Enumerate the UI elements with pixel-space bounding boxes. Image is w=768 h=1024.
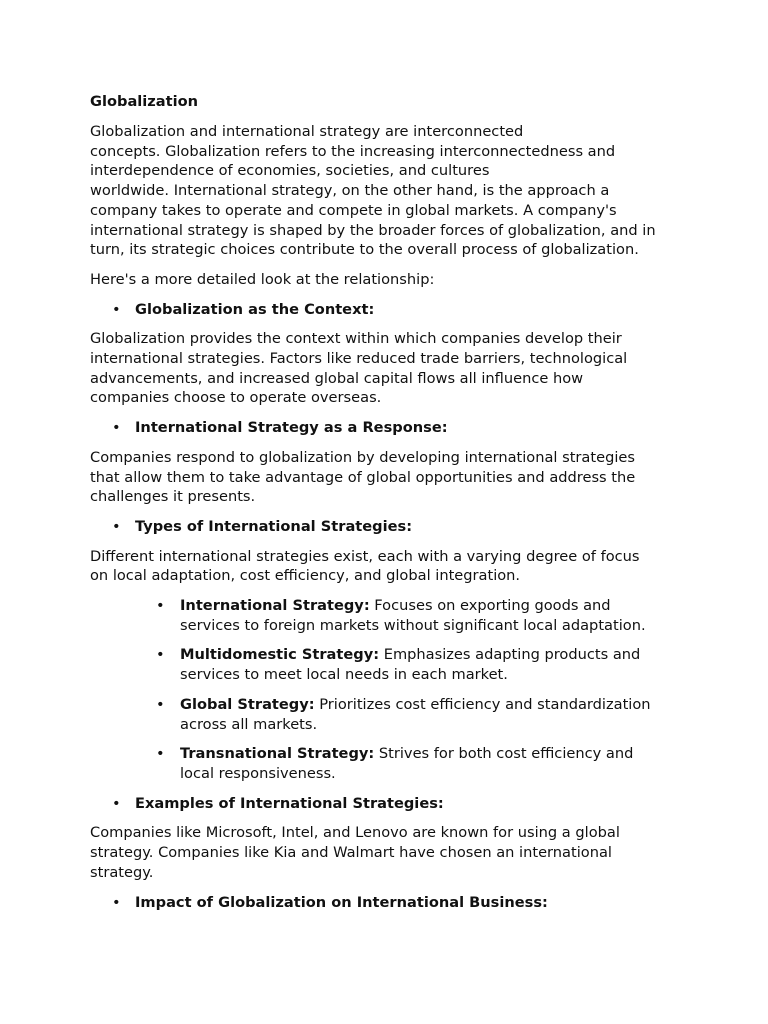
section-heading-types xyxy=(90,517,690,537)
intro-paragraph xyxy=(90,122,690,260)
paragraph-line: advancements, and increased global capital flows all influence how xyxy=(90,369,584,387)
section-heading-text: Globalization as the Context: xyxy=(135,300,375,318)
paragraph-line: Globalization and international strategy are interconnected xyxy=(90,123,524,140)
section-heading-impact xyxy=(90,893,690,913)
section-heading-text: Types of International Strategies: xyxy=(135,517,413,535)
bullet-icon: • xyxy=(112,300,121,318)
strategy-item-transnational xyxy=(90,744,690,783)
paragraph-line: company takes to operate and compete in global markets. A company's xyxy=(90,201,617,219)
section-paragraph-types xyxy=(90,547,690,586)
bullet-icon: • xyxy=(156,695,165,713)
paragraph-line: companies choose to operate overseas. xyxy=(90,389,382,407)
paragraph-line: worldwide. International strategy, on the other hand, is the approach a xyxy=(90,182,610,200)
paragraph-line: Companies respond to globalization by developing international strategies xyxy=(90,448,635,466)
section-heading-examples xyxy=(90,794,690,814)
lead-in-paragraph: Here's a more detailed look at the relationship: xyxy=(90,270,435,288)
strategy-description-continued: services to foreign markets without significant local adaptation. xyxy=(180,616,646,634)
paragraph-line: that allow them to take advantage of global opportunities and address the xyxy=(90,468,636,486)
section-paragraph-context xyxy=(90,329,690,408)
paragraph-line: strategy. xyxy=(90,863,154,881)
document-title: Globalization xyxy=(90,93,199,110)
strategy-term: Transnational Strategy: xyxy=(180,745,375,763)
strategy-description: Strives for both cost efficiency and xyxy=(374,745,634,763)
paragraph-line: Different international strategies exist, each with a varying degree of focus xyxy=(90,547,640,565)
section-paragraph-examples xyxy=(90,823,690,882)
section-heading-response xyxy=(90,418,690,438)
section-heading-context xyxy=(90,300,690,320)
strategy-description-continued: across all markets. xyxy=(180,715,318,733)
paragraph-line: on local adaptation, cost efficiency, and global integration. xyxy=(90,567,521,585)
section-paragraph-response xyxy=(90,448,690,507)
paragraph-line: challenges it presents. xyxy=(90,488,256,506)
paragraph-line: Companies like Microsoft, Intel, and Lenovo are known for using a global xyxy=(90,824,620,842)
paragraph-line: international strategy is shaped by the broader forces of globalization, and in xyxy=(90,221,656,239)
bullet-icon: • xyxy=(112,794,121,812)
bullet-icon: • xyxy=(112,893,121,911)
paragraph-line: concepts. Globalization refers to the increasing interconnectedness and xyxy=(90,142,616,160)
strategy-description-continued: local responsiveness. xyxy=(180,764,336,782)
strategy-item-first-line xyxy=(180,645,690,665)
section-heading-text: Impact of Globalization on International Business: xyxy=(135,893,548,911)
strategy-item-multidomestic xyxy=(90,645,690,684)
strategy-term: Multidomestic Strategy: xyxy=(180,646,380,664)
document-page xyxy=(90,92,690,922)
paragraph-line: turn, its strategic choices contribute to the overall process of globalization. xyxy=(90,241,639,259)
bullet-icon: • xyxy=(156,646,165,664)
strategy-description: Focuses on exporting goods and xyxy=(369,597,611,615)
strategy-description-continued: services to meet local needs in each market. xyxy=(180,666,508,684)
section-heading-text: International Strategy as a Response: xyxy=(135,419,448,437)
paragraph-line: strategy. Companies like Kia and Walmart have chosen an international xyxy=(90,844,612,862)
strategy-term: International Strategy: xyxy=(180,597,370,615)
strategy-term: Global Strategy: xyxy=(180,695,315,713)
strategy-item-international xyxy=(90,596,690,635)
bullet-icon: • xyxy=(112,517,121,535)
bullet-icon: • xyxy=(156,597,165,615)
paragraph-line: Globalization provides the context within which companies develop their xyxy=(90,330,622,348)
strategy-item-first-line xyxy=(180,596,690,616)
section-heading-text: Examples of International Strategies: xyxy=(135,794,444,812)
paragraph-line: international strategies. Factors like reduced trade barriers, technological xyxy=(90,350,628,368)
strategy-description: Prioritizes cost efficiency and standardization xyxy=(314,695,651,713)
bullet-icon: • xyxy=(156,745,165,763)
strategy-item-first-line xyxy=(180,695,690,715)
strategy-item-first-line xyxy=(180,744,690,764)
paragraph-line: interdependence of economies, societies, and cultures xyxy=(90,162,490,180)
strategy-description: Emphasizes adapting products and xyxy=(379,646,641,664)
strategy-item-global xyxy=(90,695,690,734)
bullet-icon: • xyxy=(112,419,121,437)
